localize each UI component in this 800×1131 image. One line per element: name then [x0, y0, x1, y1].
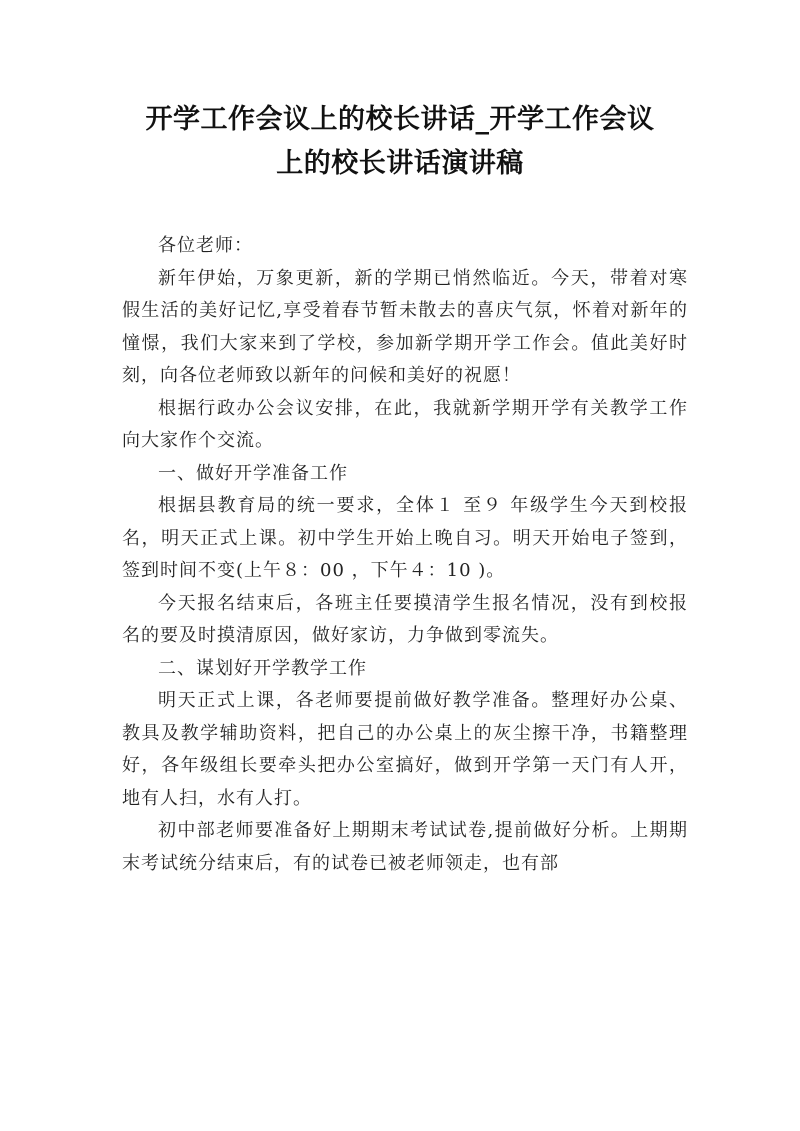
paragraph-agenda: 根据行政办公会议安排，在此，我就新学期开学有关教学工作向大家作个交流。	[122, 397, 688, 451]
document-title	[90, 98, 710, 186]
salutation: 各位老师：	[158, 235, 253, 256]
paragraph-exam-analysis: 初中部老师要准备好上期期末考试试卷,提前做好分析。上期期末考试统分结束后，有的试卷已被老师领走，也有部	[122, 820, 689, 874]
section-heading-1: 一、做好开学准备工作	[158, 462, 348, 484]
section-heading-2: 二、谋划好开学教学工作	[158, 657, 367, 679]
title-line-2: 上的校长讲话演讲稿	[276, 148, 524, 179]
document-body	[122, 230, 688, 880]
title-line-1: 开学工作会议上的校长讲话_开学工作会议	[145, 104, 655, 135]
paragraph-attendance: 今天报名结束后，各班主任要摸清学生报名情况，没有到校报名的要及时摸清原因，做好家访，力争做到零流失。	[122, 592, 688, 646]
paragraph-preparation: 明天正式上课，各老师要提前做好教学准备。整理好办公桌、教具及教学辅助资料，把自己的办公桌上的灰尘擦干净，书籍整理好，各年级组长要牵头把办公室搞好，做到开学第一天门有人开，地有人扫，水有人打。	[122, 690, 688, 809]
paragraph-intro: 新年伊始，万象更新，新的学期已悄然临近。今天，带着对寒假生活的美好记忆,享受着春节暂未散去的喜庆气氛，怀着对新年的憧憬，我们大家来到了学校，参加新学期开学工作会。值此美好时刻，向各位老师致以新年的问候和美好的祝愿！	[122, 267, 688, 386]
paragraph-registration: 根据县教育局的统一要求，全体１ 至９ 年级学生今天到校报名，明天正式上课。初中学生开始上晚自习。明天开始电子签到，签到时间不变(上午８：00 ，下午４：10 )。	[122, 495, 688, 581]
